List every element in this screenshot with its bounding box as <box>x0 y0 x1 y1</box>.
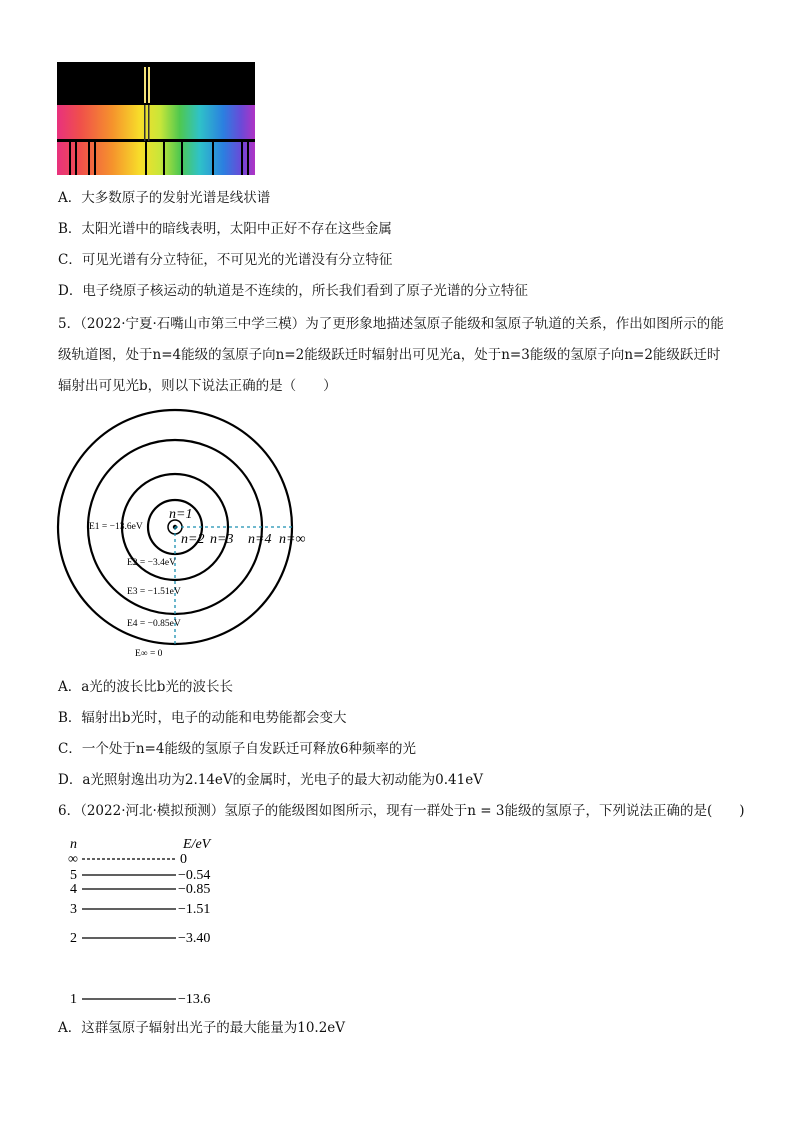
level-label-1: 1 <box>70 992 77 1007</box>
label-e-infinity: E∞ = 0 <box>135 649 163 659</box>
level-label-5: 5 <box>70 868 77 883</box>
label-n2: n=2 <box>181 532 205 547</box>
level-energy-infinity: 0 <box>180 852 187 867</box>
level-energy-5: −0.54 <box>178 868 211 883</box>
label-e4: E4 = −0.85eV <box>127 619 181 629</box>
q5-stem-line3: 辐射出可见光b，则以下说法正确的是（ ） <box>58 378 337 394</box>
label-e3: E3 = −1.51eV <box>127 587 181 597</box>
label-n4: n=4 <box>248 532 272 547</box>
q4-option-b: B．太阳光谱中的暗线表明，太阳中正好不存在这些金属 <box>58 221 392 237</box>
q5-option-b: B．辐射出b光时，电子的动能和电势能都会变大 <box>58 710 347 726</box>
q6-stem: 6．（2022·河北·模拟预测）氢原子的能级图如图所示，现有一群处于n = 3能级的氢原子，下列说法正确的是( ) <box>58 803 745 819</box>
q4-option-a: A．大多数原子的发射光谱是线状谱 <box>58 190 271 206</box>
q5-stem-line2: 级轨道图，处于n=4能级的氢原子向n=2能级跃迁时辐射出可见光a，处于n=3能级的氢原子向n=2能级跃迁时 <box>58 347 721 363</box>
level-energy-1: −13.6 <box>178 992 211 1007</box>
level-energy-4: −0.85 <box>178 882 211 897</box>
label-n-infinity: n=∞ <box>279 532 306 547</box>
q5-stem-line1: 5．（2022·宁夏·石嘴山市第三中学三模）为了更形象地描述氢原子能级和氢原子轨道的关系，作出如图所示的能 <box>58 316 724 332</box>
level-energy-2: −3.40 <box>178 931 211 946</box>
absorption-spectrum-band <box>57 141 255 175</box>
label-e1: E1 = −13.6eV <box>89 522 143 532</box>
level-label-2: 2 <box>70 931 77 946</box>
q5-option-c: C．一个处于n=4能级的氢原子自发跃迁可释放6种频率的光 <box>58 741 417 757</box>
q6-option-a: A．这群氢原子辐射出光子的最大能量为10.2eV <box>58 1020 346 1036</box>
header-energy: E/eV <box>183 837 211 852</box>
level-energy-3: −1.51 <box>178 902 211 917</box>
label-e2: E2 = −3.4eV <box>127 558 176 568</box>
level-label-infinity: ∞ <box>68 852 78 867</box>
level-label-3: 3 <box>70 902 77 917</box>
q4-option-c: C．可见光谱有分立特征，不可见光的光谱没有分立特征 <box>58 252 393 268</box>
q4-option-d: D．电子绕原子核运动的轨道是不连续的，所长我们看到了原子光谱的分立特征 <box>58 283 528 299</box>
q5-option-d: D．a光照射逸出功为2.14eV的金属时，光电子的最大初动能为0.41eV <box>58 772 483 788</box>
energy-level-diagram <box>60 830 240 1010</box>
orbit-diagram <box>55 405 325 665</box>
continuous-spectrum-band <box>57 105 255 141</box>
q5-option-a: A．a光的波长比b光的波长长 <box>58 679 233 695</box>
spectrum-image <box>57 62 255 175</box>
label-n1: n=1 <box>169 507 193 522</box>
label-n3: n=3 <box>210 532 234 547</box>
header-n: n <box>70 837 77 852</box>
level-label-4: 4 <box>70 882 77 897</box>
